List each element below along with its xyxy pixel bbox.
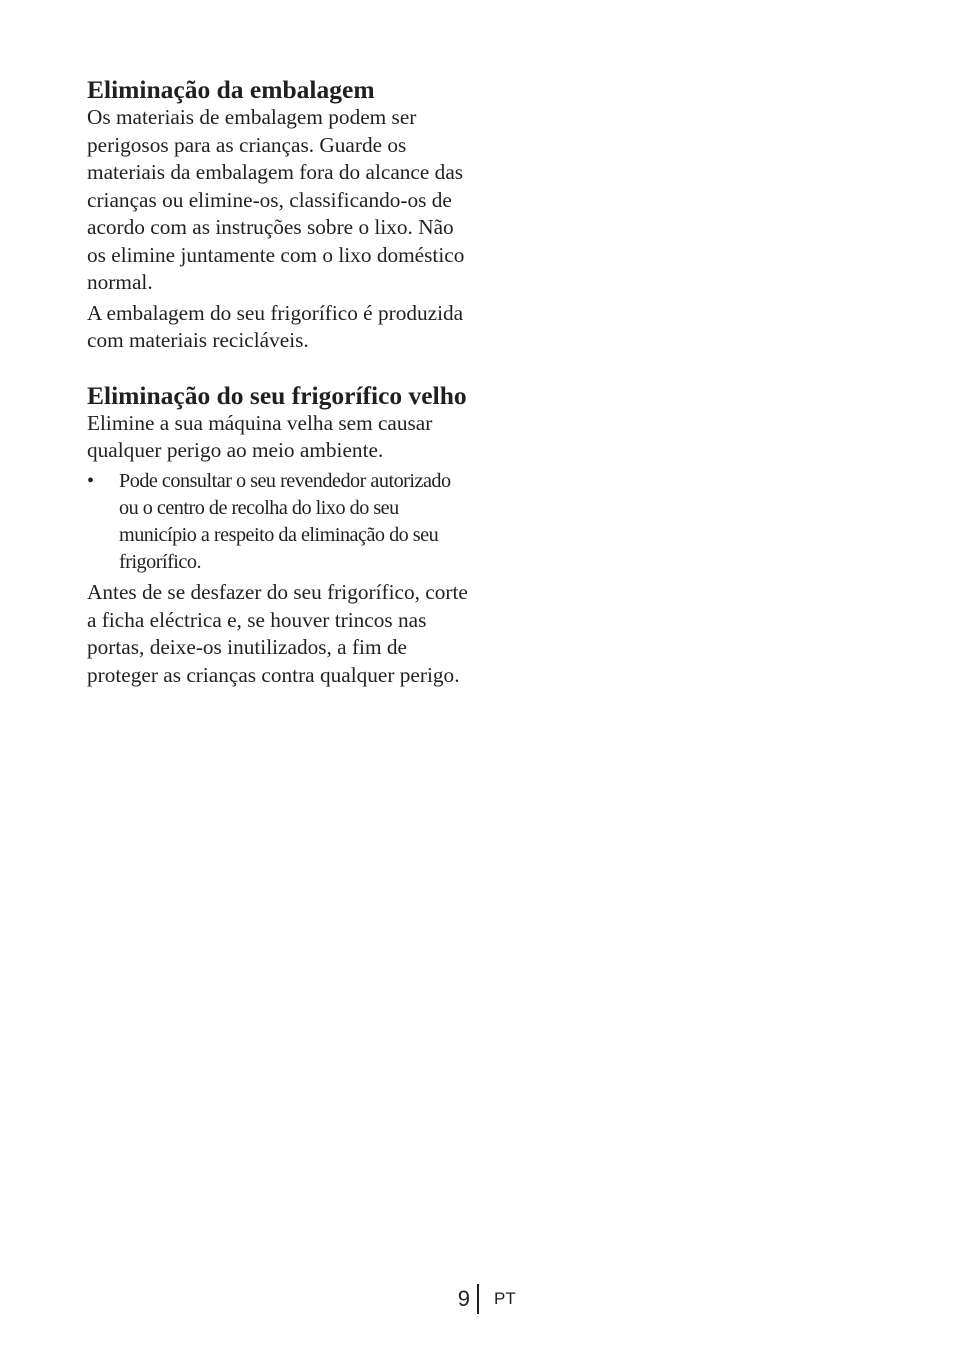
page-number: 9: [457, 1286, 470, 1311]
old-fridge-intro: Elimine a sua máquina velha sem causar qualquer perigo ao meio ambiente.: [87, 410, 433, 462]
section-heading-old-fridge: Eliminação do seu frigorífico velho: [87, 380, 467, 410]
content-column: [87, 76, 472, 692]
page-footer: [454, 1284, 516, 1314]
list-item: [87, 468, 472, 577]
packaging-paragraph-1: Os materiais de embalagem podem ser perigosos para as crianças. Guarde os materiais da embalagem fora do alcance das crianças ou elimine-os, classificando-os de acordo com as instruções sobre o lixo. Não os elimine juntamente com o lixo doméstico normal.: [87, 105, 465, 294]
bullet-text: Pode consultar o seu revendedor autorizado ou o centro de recolha do lixo do seu município a respeito da eliminação do seu frigorífico.: [119, 469, 451, 574]
footer-divider: [477, 1284, 479, 1314]
bullet-icon: •: [87, 469, 94, 492]
section-heading-packaging: Eliminação da embalagem: [87, 75, 375, 104]
language-code: PT: [494, 1289, 516, 1308]
old-fridge-closing: Antes de se desfazer do seu frigorífico, corte a ficha eléctrica e, se houver trincos nas portas, deixe-os inutilizados, a fim de proteger as crianças contra qualquer perigo.: [87, 580, 468, 687]
packaging-paragraph-2: A embalagem do seu frigorífico é produzida com materiais recicláveis.: [87, 300, 464, 352]
bullet-list: [87, 468, 472, 577]
